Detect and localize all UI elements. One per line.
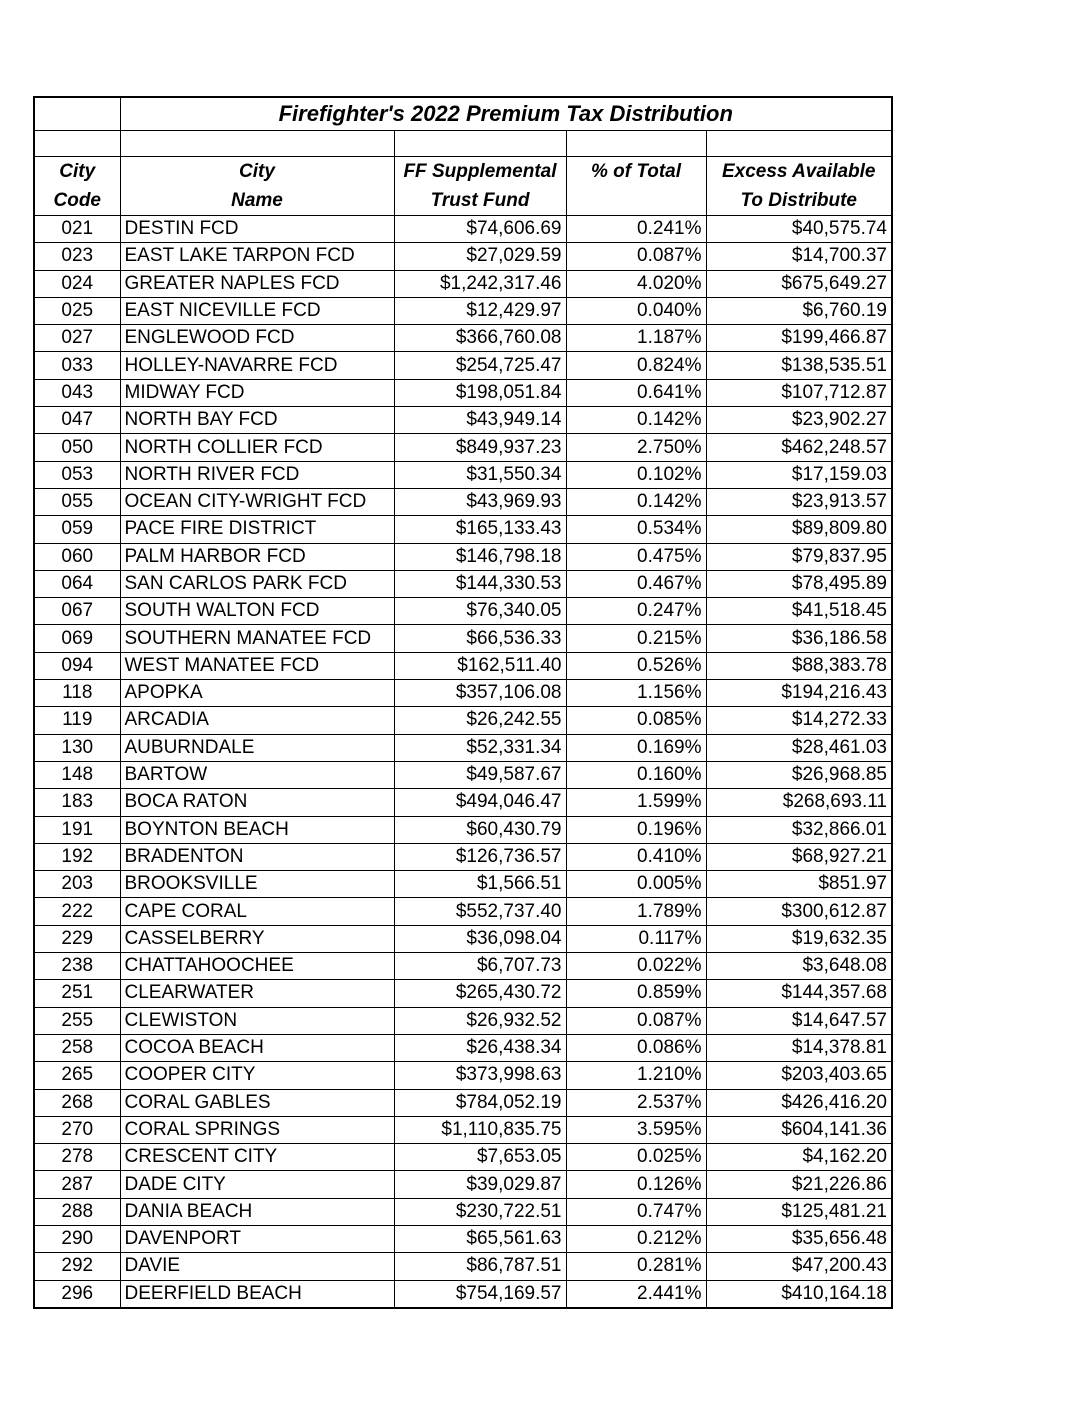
excess-cell: $35,656.48	[706, 1225, 892, 1252]
table-row	[34, 570, 892, 597]
excess-cell: $36,186.58	[706, 625, 892, 652]
title-row	[34, 97, 892, 131]
excess-cell: $144,357.68	[706, 980, 892, 1007]
city-code-cell: 043	[34, 379, 120, 406]
trust-fund-cell: $146,798.18	[394, 543, 566, 570]
table-row	[34, 352, 892, 379]
city-name-cell: CORAL GABLES	[120, 1089, 394, 1116]
pct-total-cell: 0.410%	[566, 843, 706, 870]
city-code-cell: 278	[34, 1144, 120, 1171]
excess-cell: $23,902.27	[706, 407, 892, 434]
excess-cell: $14,700.37	[706, 243, 892, 270]
pct-total-cell: 0.025%	[566, 1144, 706, 1171]
table-row	[34, 680, 892, 707]
header-city-code-1: City	[34, 157, 120, 187]
city-code-cell: 191	[34, 816, 120, 843]
table-title: Firefighter's 2022 Premium Tax Distribution	[120, 97, 892, 131]
pct-total-cell: 0.281%	[566, 1253, 706, 1280]
table-row	[34, 789, 892, 816]
pct-total-cell: 0.247%	[566, 598, 706, 625]
city-name-cell: ENGLEWOOD FCD	[120, 325, 394, 352]
city-name-cell: WEST MANATEE FCD	[120, 652, 394, 679]
table-row	[34, 980, 892, 1007]
pct-total-cell: 0.169%	[566, 734, 706, 761]
spacer-cell	[566, 131, 706, 157]
table-row	[34, 543, 892, 570]
city-name-cell: SOUTH WALTON FCD	[120, 598, 394, 625]
spacer-row	[34, 131, 892, 157]
pct-total-cell: 0.117%	[566, 925, 706, 952]
excess-cell: $6,760.19	[706, 297, 892, 324]
excess-cell: $88,383.78	[706, 652, 892, 679]
trust-fund-cell: $373,998.63	[394, 1062, 566, 1089]
table-row	[34, 216, 892, 243]
pct-total-cell: 0.022%	[566, 953, 706, 980]
city-code-cell: 290	[34, 1225, 120, 1252]
header-excess-1: Excess Available	[706, 157, 892, 187]
city-name-cell: NORTH COLLIER FCD	[120, 434, 394, 461]
trust-fund-cell: $198,051.84	[394, 379, 566, 406]
pct-total-cell: 1.187%	[566, 325, 706, 352]
trust-fund-cell: $49,587.67	[394, 761, 566, 788]
pct-total-cell: 0.102%	[566, 461, 706, 488]
excess-cell: $199,466.87	[706, 325, 892, 352]
pct-total-cell: 0.085%	[566, 707, 706, 734]
city-name-cell: CLEWISTON	[120, 1007, 394, 1034]
excess-cell: $68,927.21	[706, 843, 892, 870]
excess-cell: $14,272.33	[706, 707, 892, 734]
table-row	[34, 461, 892, 488]
excess-cell: $32,866.01	[706, 816, 892, 843]
pct-total-cell: 0.212%	[566, 1225, 706, 1252]
city-code-cell: 094	[34, 652, 120, 679]
trust-fund-cell: $60,430.79	[394, 816, 566, 843]
city-code-cell: 292	[34, 1253, 120, 1280]
city-code-cell: 025	[34, 297, 120, 324]
table-row	[34, 871, 892, 898]
table-row	[34, 1225, 892, 1252]
table-row	[34, 816, 892, 843]
pct-total-cell: 0.241%	[566, 216, 706, 243]
city-name-cell: DESTIN FCD	[120, 216, 394, 243]
pct-total-cell: 0.859%	[566, 980, 706, 1007]
excess-cell: $426,416.20	[706, 1089, 892, 1116]
city-name-cell: MIDWAY FCD	[120, 379, 394, 406]
city-code-cell: 222	[34, 898, 120, 925]
excess-cell: $47,200.43	[706, 1253, 892, 1280]
city-code-cell: 053	[34, 461, 120, 488]
excess-cell: $14,378.81	[706, 1034, 892, 1061]
excess-cell: $125,481.21	[706, 1198, 892, 1225]
pct-total-cell: 0.126%	[566, 1171, 706, 1198]
trust-fund-cell: $552,737.40	[394, 898, 566, 925]
city-code-cell: 069	[34, 625, 120, 652]
city-code-cell: 060	[34, 543, 120, 570]
excess-cell: $107,712.87	[706, 379, 892, 406]
city-name-cell: DAVIE	[120, 1253, 394, 1280]
city-name-cell: COCOA BEACH	[120, 1034, 394, 1061]
table-row	[34, 1280, 892, 1308]
table-row	[34, 488, 892, 515]
trust-fund-cell: $43,949.14	[394, 407, 566, 434]
table-row	[34, 1116, 892, 1143]
table-row	[34, 1253, 892, 1280]
city-code-cell: 059	[34, 516, 120, 543]
city-name-cell: PACE FIRE DISTRICT	[120, 516, 394, 543]
city-name-cell: CRESCENT CITY	[120, 1144, 394, 1171]
excess-cell: $300,612.87	[706, 898, 892, 925]
pct-total-cell: 0.087%	[566, 1007, 706, 1034]
city-code-cell: 238	[34, 953, 120, 980]
trust-fund-cell: $784,052.19	[394, 1089, 566, 1116]
pct-total-cell: 0.142%	[566, 488, 706, 515]
city-name-cell: DAVENPORT	[120, 1225, 394, 1252]
city-code-cell: 050	[34, 434, 120, 461]
trust-fund-cell: $357,106.08	[394, 680, 566, 707]
table-row	[34, 1144, 892, 1171]
trust-fund-cell: $39,029.87	[394, 1171, 566, 1198]
pct-total-cell: 0.005%	[566, 871, 706, 898]
excess-cell: $604,141.36	[706, 1116, 892, 1143]
city-code-cell: 183	[34, 789, 120, 816]
city-name-cell: HOLLEY-NAVARRE FCD	[120, 352, 394, 379]
city-name-cell: NORTH BAY FCD	[120, 407, 394, 434]
excess-cell: $28,461.03	[706, 734, 892, 761]
pct-total-cell: 0.215%	[566, 625, 706, 652]
trust-fund-cell: $27,029.59	[394, 243, 566, 270]
pct-total-cell: 1.789%	[566, 898, 706, 925]
trust-fund-cell: $1,110,835.75	[394, 1116, 566, 1143]
excess-cell: $462,248.57	[706, 434, 892, 461]
city-name-cell: BRADENTON	[120, 843, 394, 870]
excess-cell: $78,495.89	[706, 570, 892, 597]
table-row	[34, 325, 892, 352]
city-code-cell: 130	[34, 734, 120, 761]
table-row	[34, 1007, 892, 1034]
city-name-cell: CASSELBERRY	[120, 925, 394, 952]
city-name-cell: BOYNTON BEACH	[120, 816, 394, 843]
pct-total-cell: 1.599%	[566, 789, 706, 816]
trust-fund-cell: $26,932.52	[394, 1007, 566, 1034]
city-code-cell: 270	[34, 1116, 120, 1143]
trust-fund-cell: $7,653.05	[394, 1144, 566, 1171]
excess-cell: $14,647.57	[706, 1007, 892, 1034]
table-row	[34, 379, 892, 406]
city-name-cell: AUBURNDALE	[120, 734, 394, 761]
city-code-cell: 268	[34, 1089, 120, 1116]
header-city-name-2: Name	[120, 186, 394, 216]
table-row	[34, 1089, 892, 1116]
header-trust-fund-2: Trust Fund	[394, 186, 566, 216]
trust-fund-cell: $43,969.93	[394, 488, 566, 515]
city-code-cell: 148	[34, 761, 120, 788]
spacer-cell	[706, 131, 892, 157]
city-name-cell: CORAL SPRINGS	[120, 1116, 394, 1143]
city-name-cell: GREATER NAPLES FCD	[120, 270, 394, 297]
city-code-cell: 118	[34, 680, 120, 707]
city-name-cell: CAPE CORAL	[120, 898, 394, 925]
pct-total-cell: 2.441%	[566, 1280, 706, 1308]
pct-total-cell: 0.467%	[566, 570, 706, 597]
city-code-cell: 288	[34, 1198, 120, 1225]
table-row	[34, 270, 892, 297]
trust-fund-cell: $366,760.08	[394, 325, 566, 352]
table-row	[34, 516, 892, 543]
pct-total-cell: 0.087%	[566, 243, 706, 270]
city-code-cell: 021	[34, 216, 120, 243]
city-name-cell: BOCA RATON	[120, 789, 394, 816]
pct-total-cell: 0.475%	[566, 543, 706, 570]
city-name-cell: APOPKA	[120, 680, 394, 707]
pct-total-cell: 0.142%	[566, 407, 706, 434]
city-name-cell: PALM HARBOR FCD	[120, 543, 394, 570]
trust-fund-cell: $74,606.69	[394, 216, 566, 243]
city-code-cell: 119	[34, 707, 120, 734]
pct-total-cell: 0.196%	[566, 816, 706, 843]
pct-total-cell: 0.040%	[566, 297, 706, 324]
table-body	[34, 97, 892, 1308]
table-row	[34, 707, 892, 734]
pct-total-cell: 2.537%	[566, 1089, 706, 1116]
header-excess-2: To Distribute	[706, 186, 892, 216]
table-row	[34, 953, 892, 980]
table-row	[34, 1198, 892, 1225]
trust-fund-cell: $26,242.55	[394, 707, 566, 734]
header-row-1	[34, 157, 892, 187]
city-code-cell: 067	[34, 598, 120, 625]
pct-total-cell: 3.595%	[566, 1116, 706, 1143]
city-name-cell: EAST LAKE TARPON FCD	[120, 243, 394, 270]
trust-fund-cell: $6,707.73	[394, 953, 566, 980]
excess-cell: $17,159.03	[706, 461, 892, 488]
trust-fund-cell: $230,722.51	[394, 1198, 566, 1225]
table-row	[34, 843, 892, 870]
trust-fund-cell: $76,340.05	[394, 598, 566, 625]
city-name-cell: OCEAN CITY-WRIGHT FCD	[120, 488, 394, 515]
excess-cell: $410,164.18	[706, 1280, 892, 1308]
trust-fund-cell: $26,438.34	[394, 1034, 566, 1061]
table-row	[34, 1034, 892, 1061]
table-row	[34, 898, 892, 925]
pct-total-cell: 0.086%	[566, 1034, 706, 1061]
city-name-cell: CHATTAHOOCHEE	[120, 953, 394, 980]
header-trust-fund-1: FF Supplemental	[394, 157, 566, 187]
trust-fund-cell: $36,098.04	[394, 925, 566, 952]
city-name-cell: ARCADIA	[120, 707, 394, 734]
city-code-cell: 229	[34, 925, 120, 952]
pct-total-cell: 1.156%	[566, 680, 706, 707]
distribution-table	[33, 96, 893, 1309]
pct-total-cell: 0.160%	[566, 761, 706, 788]
excess-cell: $21,226.86	[706, 1171, 892, 1198]
trust-fund-cell: $12,429.97	[394, 297, 566, 324]
city-code-cell: 296	[34, 1280, 120, 1308]
header-city-name-1: City	[120, 157, 394, 187]
city-name-cell: SOUTHERN MANATEE FCD	[120, 625, 394, 652]
city-code-cell: 192	[34, 843, 120, 870]
city-name-cell: BROOKSVILLE	[120, 871, 394, 898]
header-city-code-2: Code	[34, 186, 120, 216]
city-name-cell: BARTOW	[120, 761, 394, 788]
table-row	[34, 734, 892, 761]
header-pct-total-2	[566, 186, 706, 216]
table-row	[34, 434, 892, 461]
table-row	[34, 407, 892, 434]
city-code-cell: 265	[34, 1062, 120, 1089]
city-code-cell: 251	[34, 980, 120, 1007]
pct-total-cell: 0.526%	[566, 652, 706, 679]
trust-fund-cell: $52,331.34	[394, 734, 566, 761]
excess-cell: $26,968.85	[706, 761, 892, 788]
pct-total-cell: 0.747%	[566, 1198, 706, 1225]
excess-cell: $19,632.35	[706, 925, 892, 952]
trust-fund-cell: $494,046.47	[394, 789, 566, 816]
city-name-cell: CLEARWATER	[120, 980, 394, 1007]
trust-fund-cell: $1,242,317.46	[394, 270, 566, 297]
pct-total-cell: 4.020%	[566, 270, 706, 297]
spacer-cell	[394, 131, 566, 157]
city-code-cell: 033	[34, 352, 120, 379]
excess-cell: $675,649.27	[706, 270, 892, 297]
excess-cell: $851.97	[706, 871, 892, 898]
city-name-cell: DADE CITY	[120, 1171, 394, 1198]
trust-fund-cell: $165,133.43	[394, 516, 566, 543]
city-name-cell: COOPER CITY	[120, 1062, 394, 1089]
table-row	[34, 598, 892, 625]
header-row-2	[34, 186, 892, 216]
pct-total-cell: 0.534%	[566, 516, 706, 543]
city-code-cell: 287	[34, 1171, 120, 1198]
trust-fund-cell: $849,937.23	[394, 434, 566, 461]
trust-fund-cell: $144,330.53	[394, 570, 566, 597]
excess-cell: $268,693.11	[706, 789, 892, 816]
excess-cell: $138,535.51	[706, 352, 892, 379]
trust-fund-cell: $126,736.57	[394, 843, 566, 870]
trust-fund-cell: $66,536.33	[394, 625, 566, 652]
table-row	[34, 625, 892, 652]
trust-fund-cell: $162,511.40	[394, 652, 566, 679]
trust-fund-cell: $265,430.72	[394, 980, 566, 1007]
trust-fund-cell: $86,787.51	[394, 1253, 566, 1280]
table-row	[34, 297, 892, 324]
table-row	[34, 652, 892, 679]
excess-cell: $203,403.65	[706, 1062, 892, 1089]
header-pct-total-1: % of Total	[566, 157, 706, 187]
city-name-cell: DANIA BEACH	[120, 1198, 394, 1225]
city-name-cell: EAST NICEVILLE FCD	[120, 297, 394, 324]
city-code-cell: 064	[34, 570, 120, 597]
trust-fund-cell: $65,561.63	[394, 1225, 566, 1252]
excess-cell: $3,648.08	[706, 953, 892, 980]
table-row	[34, 1062, 892, 1089]
table-row	[34, 761, 892, 788]
city-name-cell: DEERFIELD BEACH	[120, 1280, 394, 1308]
spacer-cell	[120, 131, 394, 157]
pct-total-cell: 0.641%	[566, 379, 706, 406]
excess-cell: $23,913.57	[706, 488, 892, 515]
trust-fund-cell: $254,725.47	[394, 352, 566, 379]
table-row	[34, 1171, 892, 1198]
trust-fund-cell: $754,169.57	[394, 1280, 566, 1308]
city-code-cell: 055	[34, 488, 120, 515]
city-code-cell: 023	[34, 243, 120, 270]
spacer-cell	[34, 131, 120, 157]
city-code-cell: 027	[34, 325, 120, 352]
city-code-cell: 255	[34, 1007, 120, 1034]
excess-cell: $41,518.45	[706, 598, 892, 625]
trust-fund-cell: $31,550.34	[394, 461, 566, 488]
city-code-cell: 203	[34, 871, 120, 898]
excess-cell: $89,809.80	[706, 516, 892, 543]
title-blank-cell	[34, 97, 120, 131]
pct-total-cell: 0.824%	[566, 352, 706, 379]
excess-cell: $4,162.20	[706, 1144, 892, 1171]
city-code-cell: 258	[34, 1034, 120, 1061]
city-name-cell: SAN CARLOS PARK FCD	[120, 570, 394, 597]
excess-cell: $194,216.43	[706, 680, 892, 707]
excess-cell: $79,837.95	[706, 543, 892, 570]
trust-fund-cell: $1,566.51	[394, 871, 566, 898]
excess-cell: $40,575.74	[706, 216, 892, 243]
table-row	[34, 243, 892, 270]
table-row	[34, 925, 892, 952]
city-code-cell: 047	[34, 407, 120, 434]
city-code-cell: 024	[34, 270, 120, 297]
pct-total-cell: 1.210%	[566, 1062, 706, 1089]
pct-total-cell: 2.750%	[566, 434, 706, 461]
city-name-cell: NORTH RIVER FCD	[120, 461, 394, 488]
